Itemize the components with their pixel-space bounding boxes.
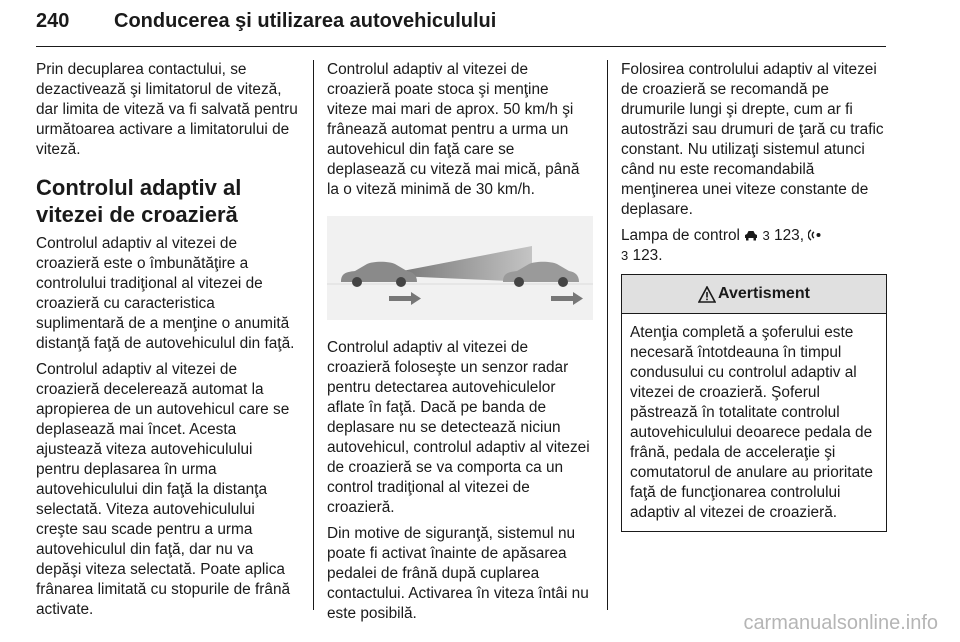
section-heading: Controlul adaptiv al vitezei de croazieră <box>36 175 242 227</box>
warning-header <box>622 275 886 314</box>
reference-arrow-icon: 3 <box>621 248 629 263</box>
column-left <box>36 60 300 626</box>
direction-arrow-right <box>551 292 583 305</box>
paragraph: Controlul adaptiv al vitezei de croazieră este o îmbunătăţire a controlului tradiţional al vitezei de croazieră cu caracteristica suplimentară de a menţine o anumită distanţă faţă de autovehiculul din faţă. <box>36 235 295 352</box>
warning-box <box>621 274 887 532</box>
warning-title: Avertisment <box>718 285 810 302</box>
page-reference-link[interactable]: 123, <box>774 227 804 244</box>
warning-body: Atenţia completă a şoferului este necesară întotdeauna în timpul condusului cu controlul adaptiv al vitezei de croazieră. Şoferul păstrează în totalitate controlul autovehiculului deoarece pedala de frână, pedala de acceleraţie şi comutatorul de anulare au prioritate faţă de funcţionarea controlului adaptiv al vitezei de croazieră. <box>630 324 873 521</box>
paragraph: Folosirea controlului adaptiv al vitezei de croazieră se recomandă pe drumurile lungi şi drepte, cum ar fi autostrăzi sau drumuri de ţară cu trafic constant. Nu utilizaţi sistemul atunci când nu este recomandabilă menţinerea unei viteze constante de deplasare. <box>621 61 884 218</box>
column-middle <box>327 60 593 630</box>
page-reference-link[interactable]: 123. <box>632 247 663 264</box>
lamp-label: Lampa de control <box>621 227 740 244</box>
lamp-reference <box>621 226 887 266</box>
watermark: carmanualsonline.info <box>743 612 938 634</box>
paragraph: Controlul adaptiv al vitezei de croazieră decelerează automat la apropierea de un autovehicul care se deplasează mai încet. Acesta ajustează viteza autovehiculului pentru deplasarea în urma autovehiculului din faţă la distanţa selectată. Viteza autovehiculului creşte sau scade pentru a urma autovehiculul din faţă, dar nu va depăşi viteza selectată. Poate aplica frânarea limitată cu stopurile de frână activate. <box>36 361 291 618</box>
paragraph: Controlul adaptiv al vitezei de croazieră foloseşte un senzor radar pentru detectarea autovehiculelor aflate în faţă. Dacă pe banda de deplasare nu se detectează niciun autovehicul, controlul adaptiv al vitezei de croazieră se va comporta ca un control tradiţional al vitezei de croazieră. <box>327 339 590 516</box>
column-divider <box>607 60 608 610</box>
column-right <box>621 60 887 532</box>
paragraph: Controlul adaptiv al vitezei de croazieră poate stoca şi menţine viteze mai mari de aprox. 50 km/h şi frânează automat pentru a urma un autovehicul din faţă care se deplasează cu viteză mai mică, până la o viteză minimă de 30 km/h. <box>327 61 580 198</box>
warning-triangle-icon <box>698 286 716 303</box>
adaptive-cruise-icon <box>808 228 822 242</box>
paragraph: Din motive de siguranţă, sistemul nu poate fi activat înainte de apăsarea pedalei de frână după cuplarea contactului. Activarea în viteza întâi nu este posibilă. <box>327 525 589 622</box>
page-title: Conducerea şi utilizarea autovehiculului <box>114 10 497 32</box>
following-car <box>341 262 417 287</box>
intro-paragraph: Prin decuplarea contactului, se dezactivează şi limitatorul de viteză, dar limita de viteză va fi salvată pentru următoarea activare a limitatorului de viteză. <box>36 61 298 158</box>
direction-arrow-left <box>389 292 421 305</box>
page-number: 240 <box>36 10 70 32</box>
column-divider <box>313 60 314 610</box>
header-rule <box>36 46 886 47</box>
radar-illustration-graphic <box>327 216 593 320</box>
page-header <box>36 4 886 44</box>
car-lamp-icon <box>744 228 758 242</box>
reference-arrow-icon: 3 <box>762 228 770 243</box>
radar-illustration <box>327 216 593 320</box>
